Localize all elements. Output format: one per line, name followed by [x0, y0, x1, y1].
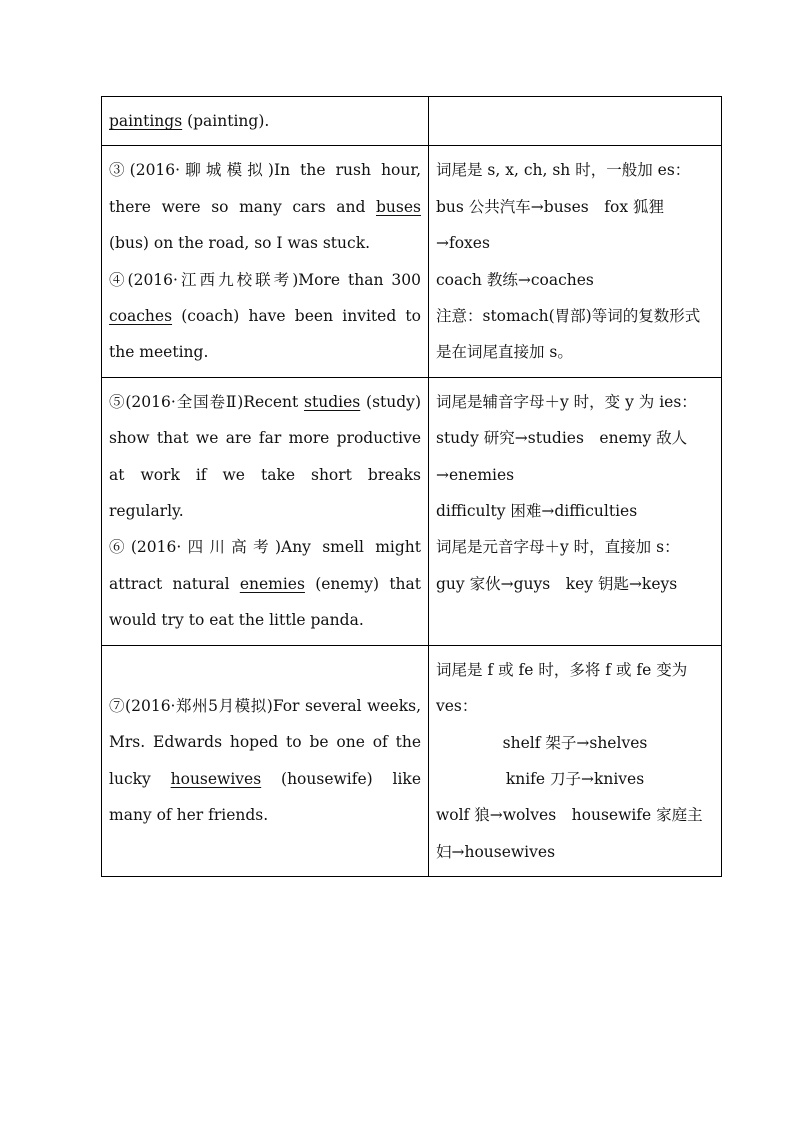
rule-cell	[429, 146, 722, 377]
rule-line: 词尾是 s, x, ch, sh 时，一般加 es：	[436, 161, 691, 180]
example-sentence: ③(2016·聊城模拟)In the rush hour, there were so many cars and buses (bus) on the road, so I was stuck.	[109, 161, 421, 253]
rule-line: difficulty 困难→difficulties	[436, 502, 638, 521]
rule-line: coach 教练→coaches	[436, 270, 594, 289]
rule-cell	[429, 97, 722, 146]
example-sentence: ⑦(2016·郑州5月模拟)For several weeks, Mrs. Edwards hoped to be one of the lucky housewives (housewife) like many of her friends.	[109, 696, 421, 824]
answer-blank: coaches	[109, 307, 173, 326]
answer-blank: buses	[376, 197, 421, 216]
rule-line: 词尾是元音字母＋y 时，直接加 s：	[436, 538, 680, 557]
answer-blank: enemies	[239, 574, 305, 593]
rule-line: 词尾是 f 或 fe 时，多将 f 或 fe 变为 ves：	[436, 660, 688, 716]
example-cell	[102, 97, 429, 146]
answer-blank: studies	[304, 392, 361, 411]
answer-blank: housewives	[170, 769, 262, 788]
table-row	[102, 97, 722, 146]
rule-line: 注意：stomach(胃部)等词的复数形式是在词尾直接加 s。	[436, 307, 701, 362]
example-cell	[102, 377, 429, 645]
example-sentence: ⑥(2016·四川高考)Any smell might attract natural enemies (enemy) that would try to eat the little panda.	[109, 538, 421, 630]
rule-line: wolf 狼→wolves housewife 家庭主妇→housewives	[436, 806, 703, 861]
example-cell	[102, 645, 429, 876]
table-row	[102, 645, 722, 876]
table-row	[102, 146, 722, 377]
rule-line: study 研究→studies enemy 敌人→enemies	[436, 429, 688, 484]
rule-cell	[429, 377, 722, 645]
rule-line: 词尾是辅音字母＋y 时，变 y 为 ies：	[436, 392, 697, 411]
rule-line: knife 刀子→knives	[505, 769, 645, 788]
example-sentence: paintings (painting).	[109, 112, 270, 130]
answer-blank: paintings	[109, 112, 183, 130]
rule-line: shelf 架子→shelves	[502, 733, 648, 752]
example-sentence: ④(2016·江西九校联考)More than 300 coaches (coach) have been invited to the meeting.	[109, 270, 421, 362]
rule-line: guy 家伙→guys key 钥匙→keys	[436, 574, 678, 593]
table-row	[102, 377, 722, 645]
rule-cell	[429, 645, 722, 876]
rule-line: bus 公共汽车→buses fox 狐狸→foxes	[436, 197, 664, 253]
example-cell	[102, 146, 429, 377]
grammar-table	[101, 96, 722, 877]
example-sentence: ⑤(2016·全国卷Ⅱ)Recent studies (study) show that we are far more productive at work if we take short breaks regularly.	[109, 392, 421, 521]
